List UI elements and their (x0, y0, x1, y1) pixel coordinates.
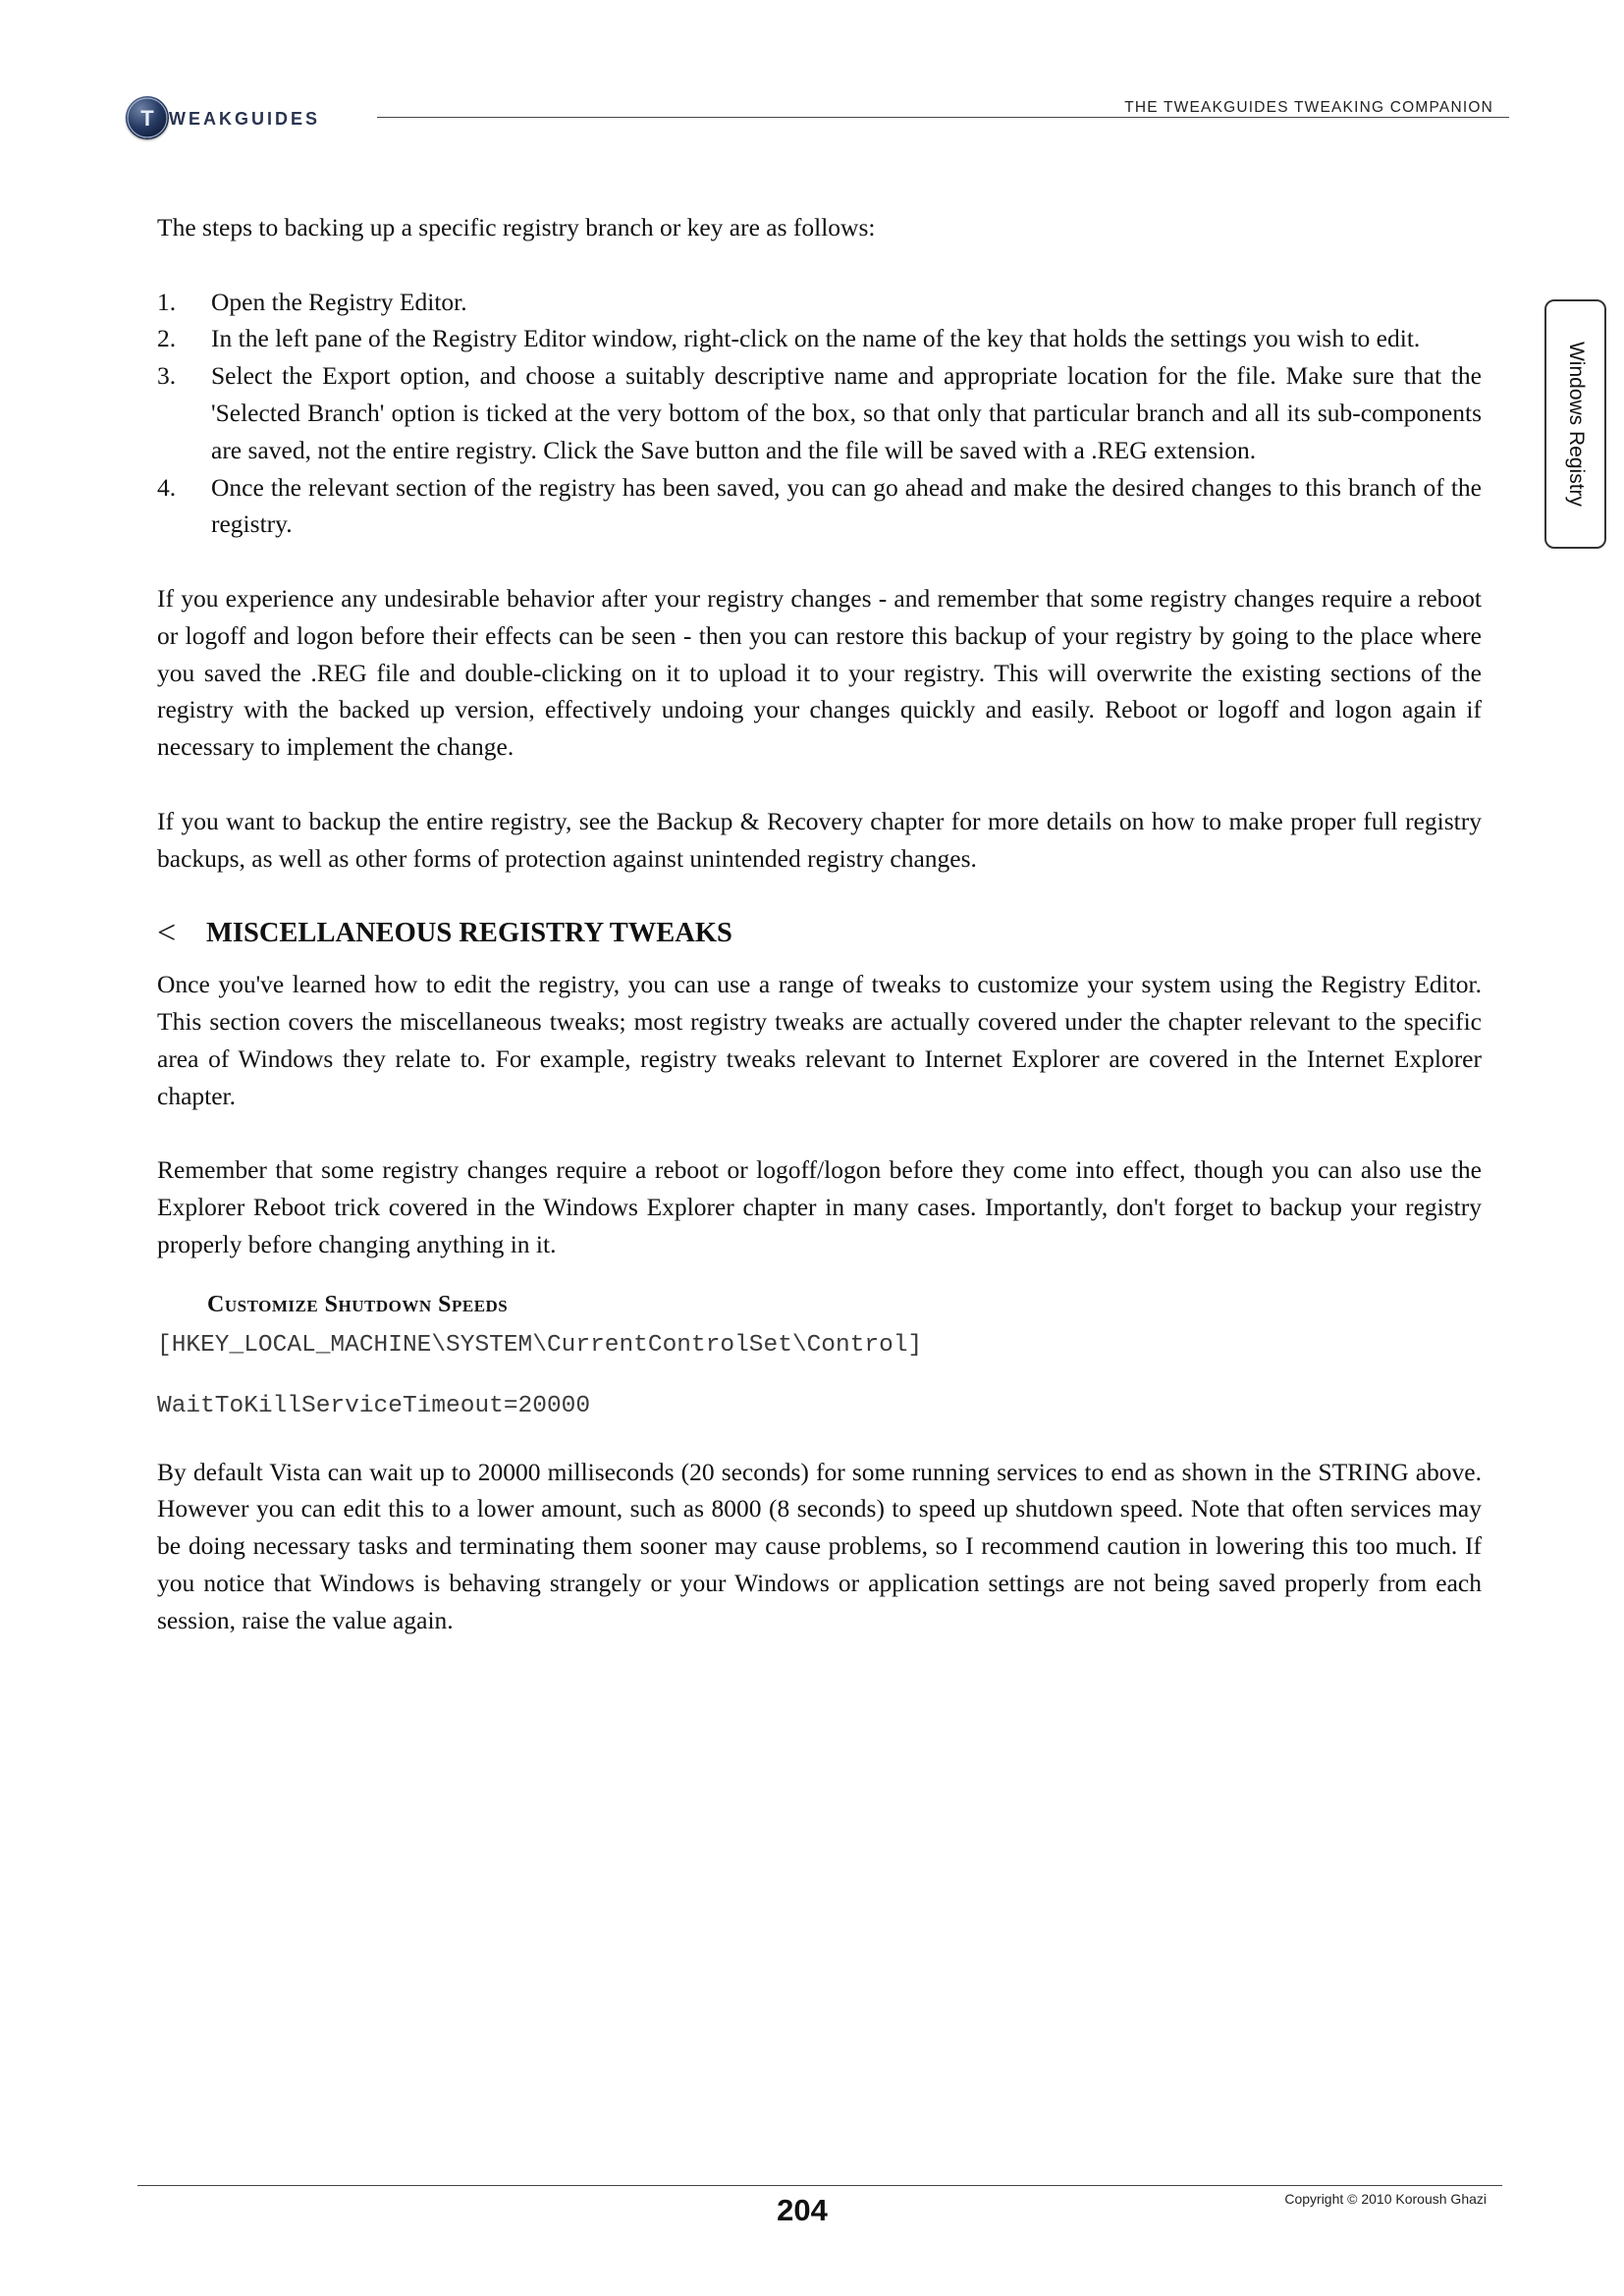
list-item-number: 3. (157, 361, 177, 391)
list-item-number: 1. (157, 287, 177, 316)
tweakguides-logo (126, 96, 371, 143)
list-item-text: In the left pane of the Registry Editor window, right-click on the name of the key that holds the settings you wish to edit. (211, 324, 1421, 353)
list-item-text: Open the Registry Editor. (211, 287, 467, 316)
section-paragraph-2: Remember that some registry changes require a reboot or logoff/logon before they come into effect, though you can also use the Explorer Reboot trick covered in the Windows Explorer chapter in many cases. Importantly, don't forget to backup your registry properly before changing anything in it. (157, 1155, 1482, 1258)
list-item (157, 357, 1482, 468)
page-content (157, 209, 1482, 1639)
tweak-title: Customize Shutdown Speeds (207, 1291, 509, 1317)
list-item-number: 2. (157, 324, 177, 353)
section-heading-text: MISCELLANEOUS REGISTRY TWEAKS (206, 918, 732, 949)
copyright-notice: Copyright © 2010 Koroush Ghazi (1284, 2191, 1487, 2207)
tweak-description: By default Vista can wait up to 20000 milliseconds (20 seconds) for some running services to end as shown in the STRING above. However you can edit this to a lower amount, such as 8000 (8 seconds) to speed up shutdown speed. Note that often services may be doing necessary tasks and terminating them sooner may cause problems, so I recommend caution in lowering this too much. If you notice that Windows is behaving strangely or your Windows or application settings are not being saved properly from each session, raise the value again. (157, 1457, 1482, 1634)
logo-globe-icon (126, 96, 169, 139)
registry-value: WaitToKillServiceTimeout=20000 (157, 1392, 591, 1419)
header-divider (377, 117, 1509, 118)
restore-paragraph: If you experience any undesirable behavior after your registry changes - and remember that some registry changes require a reboot or logoff and logon before their effects can be seen - then you can restore this backup of your registry by going to the place where you saved the .REG file and double-clicking on it to upload it to your registry. This will overwrite the existing sections of the registry with the backed up version, effectively undoing your changes quickly and easily. Reboot or logoff and logon again if necessary to implement the change. (157, 583, 1482, 762)
list-item (157, 284, 1482, 321)
list-item (157, 469, 1482, 544)
list-item-text: Once the relevant section of the registry has been saved, you can go ahead and make the desired changes to this branch of the registry. (211, 472, 1482, 539)
section-heading (157, 914, 1482, 953)
registry-key-path: [HKEY_LOCAL_MACHINE\SYSTEM\CurrentControlSet\Control] (157, 1331, 923, 1359)
header-title: THE TWEAKGUIDES TWEAKING COMPANION (1124, 99, 1493, 116)
page-number: 204 (777, 2193, 828, 2227)
svg-text:T: T (140, 106, 154, 131)
chapter-side-tab-label: Windows Registry (1564, 341, 1588, 507)
section-chevron-icon: < (157, 915, 177, 952)
logo-text: WEAKGUIDES (169, 109, 321, 129)
footer-divider (137, 2185, 1502, 2186)
list-item (157, 320, 1482, 357)
entire-registry-paragraph: If you want to backup the entire registry, see the Backup & Recovery chapter for more details on how to make proper full registry backups, as well as other forms of protection against unintended registry changes. (157, 806, 1482, 873)
section-paragraph-1: Once you've learned how to edit the registry, you can use a range of tweaks to customize your system using the Registry Editor. This section covers the miscellaneous tweaks; most registry tweaks are actually covered under the chapter relevant to the specific area of Windows they relate to. For example, registry tweaks relevant to Internet Explorer are covered in the Internet Explorer chapter. (157, 970, 1482, 1110)
backup-steps-list (157, 284, 1482, 544)
intro-paragraph: The steps to backing up a specific registry branch or key are as follows: (157, 213, 876, 241)
list-item-number: 4. (157, 472, 177, 502)
list-item-text: Select the Export option, and choose a suitably descriptive name and appropriate location for the file. Make sure that the 'Selected Branch' option is ticked at the very bottom of the box, so that only that particular branch and all its sub-components are saved, not the entire registry. Click the Save button and the file will be saved with a .REG extension. (211, 361, 1482, 464)
chapter-side-tab (1544, 299, 1606, 549)
